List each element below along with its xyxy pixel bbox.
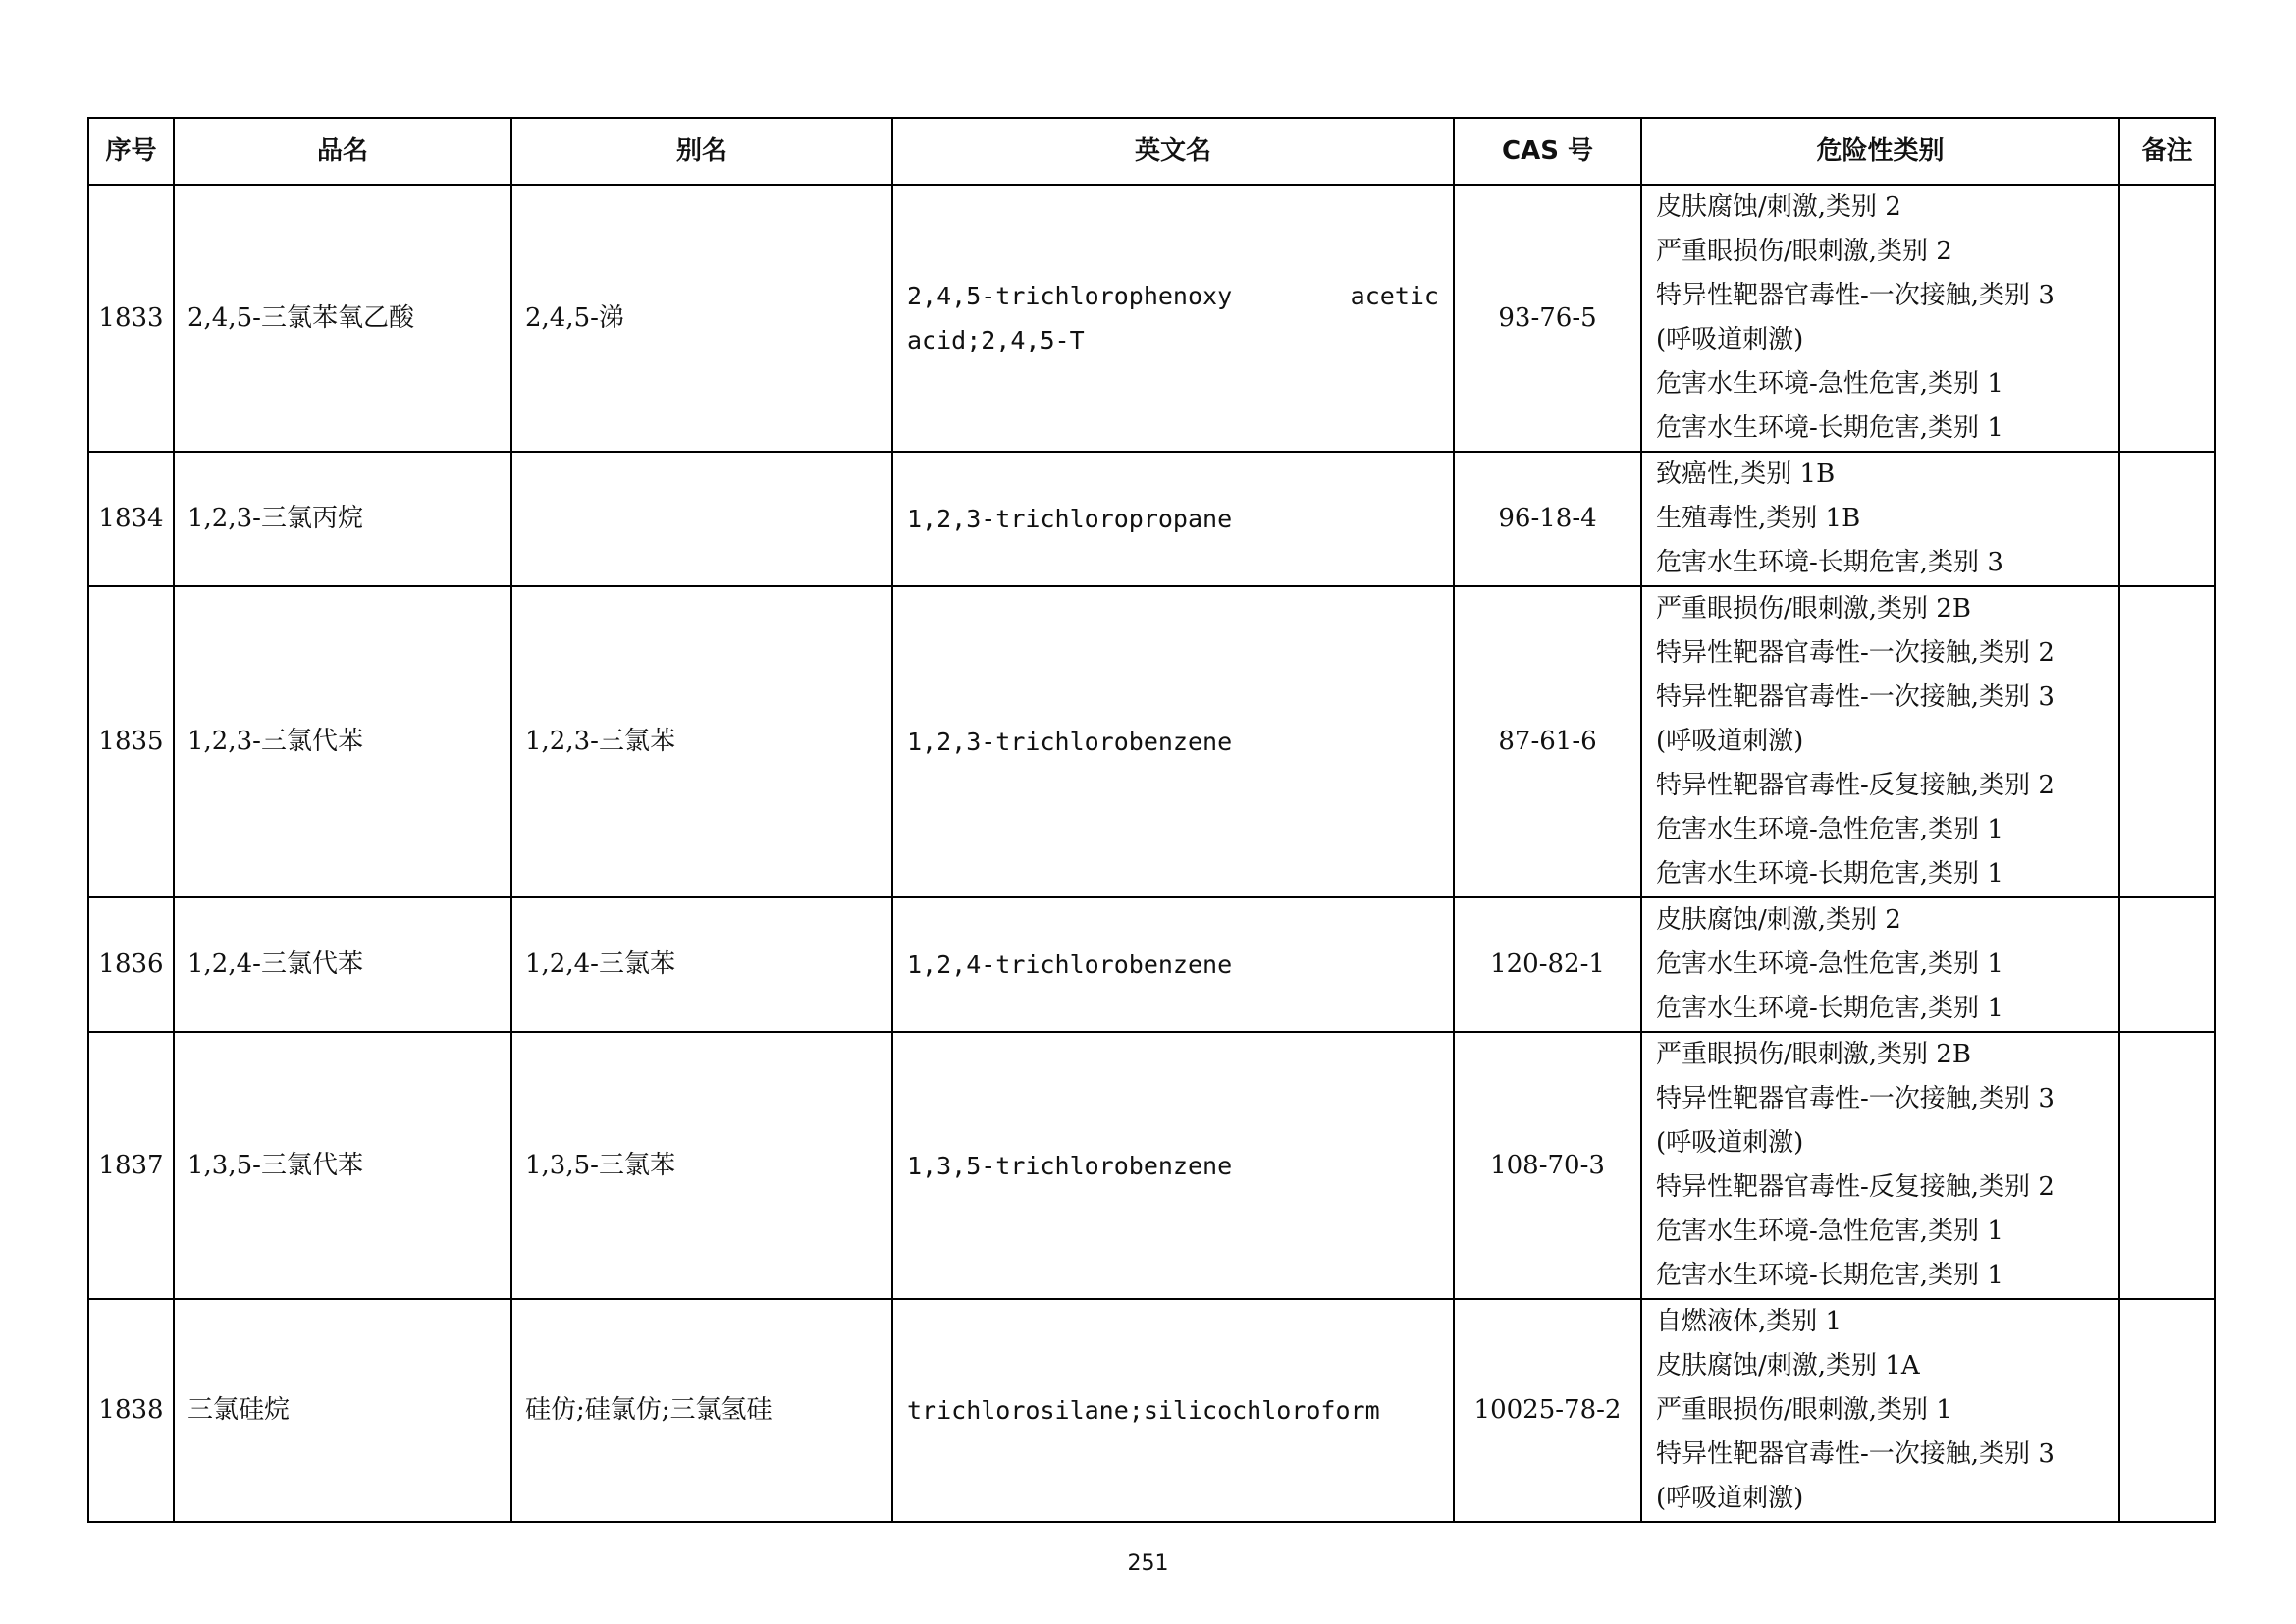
row-number: 1835	[88, 586, 174, 897]
hazard-line: 严重眼损伤/眼刺激,类别 2	[1656, 237, 1952, 266]
hazard-line: 危害水生环境-急性危害,类别 1	[1656, 1217, 2003, 1246]
chemical-name: 1,2,3-三氯丙烷	[174, 452, 511, 586]
table-row	[88, 897, 2215, 1032]
english-name	[892, 586, 1454, 897]
row-number: 1836	[88, 897, 174, 1032]
hazard-line: 皮肤腐蚀/刺激,类别 2	[1656, 192, 1901, 222]
chemical-alias: 1,2,3-三氯苯	[511, 586, 892, 897]
hazard-line: 致癌性,类别 1B	[1656, 460, 1836, 489]
hazard-line: 危害水生环境-长期危害,类别 1	[1656, 859, 2003, 889]
hazard-line: 危害水生环境-长期危害,类别 1	[1656, 994, 2003, 1023]
hazard-line: 严重眼损伤/眼刺激,类别 2B	[1656, 1040, 1971, 1069]
remark-cell	[2119, 586, 2215, 897]
page-number: 251	[1127, 1551, 1169, 1576]
cas-number: 87-61-6	[1454, 586, 1641, 897]
chemical-alias: 2,4,5-涕	[511, 185, 892, 452]
chemical-alias: 1,3,5-三氯苯	[511, 1032, 892, 1299]
english-name-line: 1,3,5-trichlorobenzene	[907, 1151, 1233, 1180]
english-name	[892, 897, 1454, 1032]
chemical-name: 1,2,3-三氯代苯	[174, 586, 511, 897]
english-name-line: 1,2,3-trichloropropane	[907, 505, 1233, 533]
hazard-categories	[1641, 586, 2119, 897]
header-name: 品名	[174, 118, 511, 185]
hazard-line: 特异性靶器官毒性-反复接触,类别 2	[1656, 1172, 2055, 1202]
table-row	[88, 1299, 2215, 1522]
hazard-line: 特异性靶器官毒性-一次接触,类别 3	[1656, 1439, 2055, 1469]
hazard-line: 特异性靶器官毒性-一次接触,类别 2	[1656, 638, 2055, 668]
hazard-line: 自燃液体,类别 1	[1656, 1307, 1842, 1336]
header-cas: CAS 号	[1454, 118, 1641, 185]
hazard-line: (呼吸道刺激)	[1656, 325, 1804, 354]
english-name	[892, 1032, 1454, 1299]
hazard-line: 危害水生环境-长期危害,类别 1	[1656, 1261, 2003, 1290]
chemical-name: 三氯硅烷	[174, 1299, 511, 1522]
hazard-categories	[1641, 452, 2119, 586]
row-number: 1838	[88, 1299, 174, 1522]
hazard-line: 危害水生环境-急性危害,类别 1	[1656, 949, 2003, 979]
english-name	[892, 185, 1454, 452]
hazard-line: (呼吸道刺激)	[1656, 1128, 1804, 1158]
table-row	[88, 586, 2215, 897]
hazard-line: 特异性靶器官毒性-一次接触,类别 3	[1656, 1084, 2055, 1113]
cas-number: 120-82-1	[1454, 897, 1641, 1032]
hazard-line: 危害水生环境-急性危害,类别 1	[1656, 369, 2003, 399]
table-row	[88, 185, 2215, 452]
header-english-name: 英文名	[892, 118, 1454, 185]
hazard-line: 皮肤腐蚀/刺激,类别 2	[1656, 905, 1901, 935]
hazard-line: 严重眼损伤/眼刺激,类别 2B	[1656, 594, 1971, 623]
table-header-row	[88, 118, 2215, 185]
chemical-name: 1,2,4-三氯代苯	[174, 897, 511, 1032]
header-remark: 备注	[2119, 118, 2215, 185]
hazard-line: 生殖毒性,类别 1B	[1656, 504, 1861, 533]
english-name-line: acid;2,4,5-T	[907, 326, 1085, 354]
chemical-alias: 1,2,4-三氯苯	[511, 897, 892, 1032]
hazard-line: (呼吸道刺激)	[1656, 727, 1804, 756]
remark-cell	[2119, 1299, 2215, 1522]
chemical-table	[87, 117, 2216, 1523]
hazard-categories	[1641, 185, 2119, 452]
cas-number: 10025-78-2	[1454, 1299, 1641, 1522]
hazard-categories	[1641, 1299, 2119, 1522]
remark-cell	[2119, 1032, 2215, 1299]
header-hazard: 危险性类别	[1641, 118, 2119, 185]
chemical-name: 1,3,5-三氯代苯	[174, 1032, 511, 1299]
hazard-line: 危害水生环境-长期危害,类别 1	[1656, 413, 2003, 443]
hazard-line: 皮肤腐蚀/刺激,类别 1A	[1656, 1351, 1920, 1380]
hazard-line: (呼吸道刺激)	[1656, 1484, 1804, 1513]
remark-cell	[2119, 897, 2215, 1032]
chemical-alias: 硅仿;硅氯仿;三氯氢硅	[511, 1299, 892, 1522]
english-name	[892, 452, 1454, 586]
table-row	[88, 1032, 2215, 1299]
chemical-alias	[511, 452, 892, 586]
hazard-line: 严重眼损伤/眼刺激,类别 1	[1656, 1395, 1952, 1425]
remark-cell	[2119, 452, 2215, 586]
hazard-line: 危害水生环境-长期危害,类别 3	[1656, 548, 2003, 577]
hazard-line: 特异性靶器官毒性-反复接触,类别 2	[1656, 771, 2055, 800]
english-name-line: 1,2,4-trichlorobenzene	[907, 950, 1233, 979]
hazard-categories	[1641, 1032, 2119, 1299]
english-name-line: 1,2,3-trichlorobenzene	[907, 728, 1233, 756]
row-number: 1837	[88, 1032, 174, 1299]
chemical-name: 2,4,5-三氯苯氧乙酸	[174, 185, 511, 452]
english-name-line: trichlorosilane;silicochloroform	[907, 1396, 1380, 1425]
cas-number: 96-18-4	[1454, 452, 1641, 586]
english-name	[892, 1299, 1454, 1522]
remark-cell	[2119, 185, 2215, 452]
hazard-line: 危害水生环境-急性危害,类别 1	[1656, 815, 2003, 844]
english-name-line: 2,4,5-trichlorophenoxy acetic	[907, 282, 1439, 310]
hazard-line: 特异性靶器官毒性-一次接触,类别 3	[1656, 682, 2055, 712]
hazard-line: 特异性靶器官毒性-一次接触,类别 3	[1656, 281, 2055, 310]
cas-number: 108-70-3	[1454, 1032, 1641, 1299]
row-number: 1834	[88, 452, 174, 586]
header-no: 序号	[88, 118, 174, 185]
header-alias: 别名	[511, 118, 892, 185]
row-number: 1833	[88, 185, 174, 452]
hazard-categories	[1641, 897, 2119, 1032]
cas-number: 93-76-5	[1454, 185, 1641, 452]
table-row	[88, 452, 2215, 586]
